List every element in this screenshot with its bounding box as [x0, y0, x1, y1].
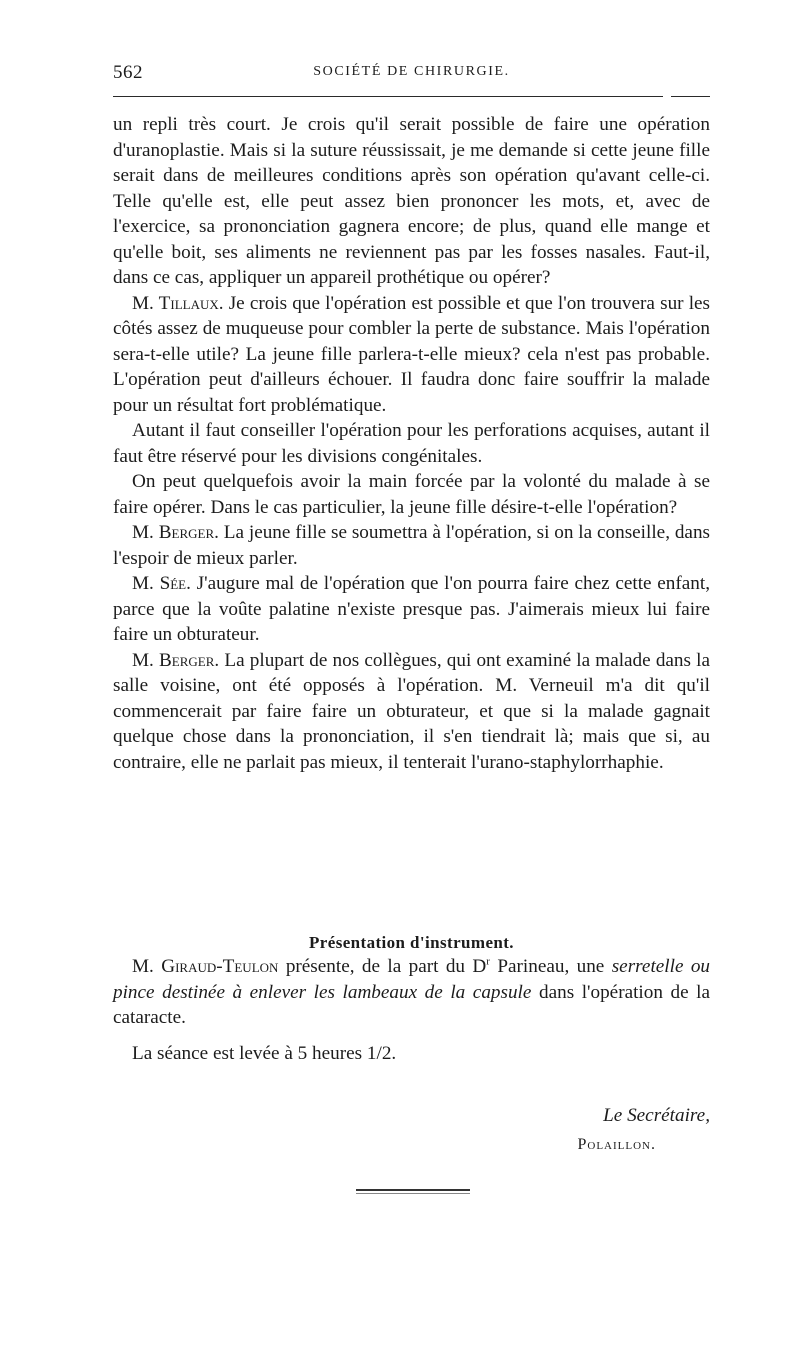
paragraph-text: un repli très court. Je crois qu'il serait possible de faire une opération d'uranoplastie. Mais si la suture réussissait, je me demande si cette jeune fille serait dans de meilleures conditions après son opération qu'avant celle-ci. Telle qu'elle est, elle peut assez bien prononcer les mots, et, avec de l'exercice, sa prononciation gagnera encore; de plus, quand elle mange et qu'elle boit, ses aliments ne reviennent pas par les fosses nasales. Faut-il, dans ce cas, appliquer un appareil prothétique ou opérer? [113, 114, 710, 288]
paragraph-text: J'augure mal de l'opération que l'on pourra faire chez cette enfant, parce que la voûte palatine n'existe presque pas. J'aimerais mieux lui faire faire un obturateur. [113, 573, 710, 645]
instrument-name: serretelle ou pince destinée à enlever les lambeaux de la capsule [113, 956, 711, 1003]
doctor-superscript: r [486, 955, 490, 968]
paragraph-berger-1 [113, 520, 710, 571]
section-heading: Présentation d'instrument. [309, 933, 514, 952]
speaker-name: M. Sée. [132, 573, 191, 594]
paragraph-presentation [113, 954, 710, 1031]
paragraph-text: Je crois que l'opération est possible et que l'on trouvera sur les côtés assez de muqueuse pour combler la perte de substance. Mais l'opération sera-t-elle utile? La jeune fille parlera-t-elle mieux? cela n'est pas probable. L'opération peut d'ailleurs échouer. Il faudra donc faire souffrir la malade pour un résultat fort problématique. [113, 292, 711, 416]
section-text [113, 954, 710, 1066]
paragraph-autant [113, 418, 710, 469]
speaker-name: M. Berger. [132, 522, 219, 543]
paragraph-text: La jeune fille se soumettra à l'opération, si on la conseille, dans l'espoir de mieux parler. [113, 522, 711, 569]
paragraph-on-peut [113, 469, 710, 520]
paragraph-berger-2 [113, 648, 710, 776]
signature-name: Polaillon. [577, 1136, 656, 1153]
header-rule [113, 96, 710, 97]
paragraph-text: On peut quelquefois avoir la main forcée par la volonté du malade à se faire opérer. Dans le cas particulier, la jeune fille désire-t-elle l'opération? [113, 471, 710, 518]
paragraph-continuation [113, 112, 710, 291]
presenter-name: M. Giraud-Teulon [132, 956, 279, 977]
header-rule-gap [663, 94, 671, 99]
running-title: SOCIÉTÉ DE CHIRURGIE. [313, 64, 510, 79]
paragraph-text: La plupart de nos collègues, qui ont examiné la malade dans la salle voisine, ont été opposés à l'opération. M. Verneuil m'a dit qu'il commencerait par faire faire un obturateur, et que si la malade gagnait quelque chose dans la prononciation, il s'en tiendrait là; mais que si, au contraire, elle ne parlait pas mieux, il tenterait l'urano-staphylorrhaphie. [113, 649, 710, 773]
signature-role: Le Secrétaire, [603, 1105, 710, 1126]
speaker-name: M. Berger. [132, 649, 220, 671]
paragraph-tillaux [113, 291, 710, 419]
paragraph-see [113, 571, 710, 648]
page-number: 562 [113, 62, 143, 83]
presentation-text-after: dans l'opération de la cataracte. [113, 981, 711, 1028]
closing-text: La séance est levée à 5 heures 1/2. [132, 1042, 397, 1064]
page-header [113, 58, 710, 88]
paragraph-closing [113, 1041, 710, 1067]
paragraph-text: Autant il faut conseiller l'opération pour les perforations acquises, autant il faut être réservé pour les divisions congénitales. [113, 420, 710, 467]
presentation-text-middle: Parineau, une [497, 956, 605, 977]
end-rule [356, 1189, 470, 1191]
speaker-name: M. Tillaux. [132, 292, 224, 314]
end-rule-thin [356, 1193, 470, 1194]
presentation-text-before: présente, de la part du D [285, 956, 487, 977]
body-text [113, 112, 710, 775]
